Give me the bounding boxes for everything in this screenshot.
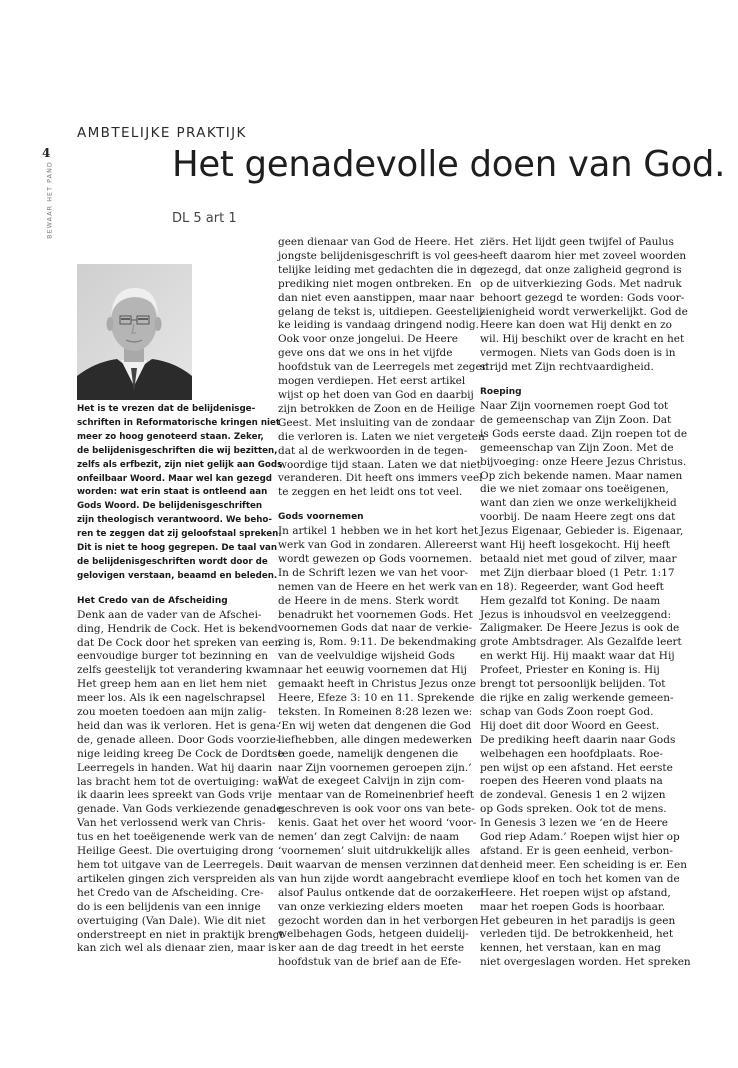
body-line: naar het eeuwig voornemen dat Hij: [278, 664, 467, 677]
body-line: geen dienaar van God de Heere. Het: [278, 236, 474, 248]
intro-line: Het is te vrezen dat de belijdenisge-: [77, 404, 256, 414]
body-line: van de veelvuldige wijsheid Gods: [278, 650, 455, 663]
body-line: In de Schrift lezen we van het voor-: [278, 566, 469, 579]
body-line: de, genade alleen. Door Gods voorzie-: [77, 733, 280, 746]
body-line: want Hij heeft losgekocht. Hij heeft: [480, 539, 670, 552]
body-line: ten goede, namelijk dengenen die: [278, 747, 459, 760]
body-line: prediking niet mogen ontbreken. En: [278, 277, 472, 290]
body-line: do is een belijdenis van een innige: [77, 900, 261, 913]
body-line: grote Ambtsdrager. Als Gezalfde leert: [480, 636, 682, 649]
body-line: overtuiging (Van Dale). Wie dit niet: [77, 914, 266, 927]
body-line: Naar Zijn voornemen roept God tot: [480, 399, 669, 412]
body-line: mogen verdiepen. Het eerst artikel: [278, 375, 466, 388]
body-line: dan niet even aanstippen, maar naar: [278, 291, 474, 304]
body-line: behoort gezegd te worden: Gods voor-: [480, 291, 685, 304]
body-line: las bracht hem tot de overtuiging: wat: [77, 775, 282, 788]
body-line: zijn betrokken de Zoon en de Heilige: [278, 402, 476, 415]
body-line: Profeet, Priester en Koning is. Hij: [480, 664, 660, 677]
body-line: Hem gezalfd tot Koning. De naam: [480, 594, 661, 607]
column-3: [480, 236, 691, 970]
body-line: In Genesis 3 lezen we ‘en de Heere: [480, 817, 669, 830]
body-line: gemeenschap van Zijn Zoon. Met de: [480, 441, 674, 454]
body-line: is Gods eerste daad. Zijn roepen tot de: [480, 427, 688, 440]
intro-line: schriften in Reformatorische kringen niet: [77, 417, 281, 428]
body-line: te zeggen en het leidt ons tot veel.: [278, 486, 463, 499]
body-line: op Gods spreken. Ook tot de mens.: [480, 803, 667, 816]
body-line: heid dan was ik verloren. Het is gena-: [77, 719, 280, 732]
body-line: zou moeten toedoen aan mijn zalig-: [77, 706, 267, 719]
body-line: veranderen. Dit heeft ons immers veel: [278, 472, 483, 485]
body-line: gezegd, dat onze zaligheid gegrond is: [480, 263, 682, 276]
body-line: wordt gewezen op Gods voornemen.: [278, 552, 472, 565]
body-line: uit waarvan de mensen verzinnen dat: [278, 858, 479, 871]
intro-line: ren te zeggen dat zij geloofstaal spreken.: [77, 529, 282, 540]
author-photo: [77, 264, 192, 400]
body-line: de Heere in de mens. Sterk wordt: [278, 594, 459, 607]
body-line: ‘voornemen’ sluit uitdrukkelijk alles: [278, 844, 470, 857]
body-line: de gemeenschap van Zijn Zoon. Dat: [480, 413, 672, 426]
body-line: In artikel 1 hebben we in het kort het: [278, 525, 479, 538]
author-portrait-image: [77, 264, 192, 400]
body-line: strijd met Zijn rechtvaardigheid.: [480, 361, 654, 374]
article-title: Het genadevolle doen van God.: [172, 144, 726, 185]
body-line: betaald niet met goud of zilver, maar: [480, 552, 677, 565]
body-line: pen wijst op een afstand. Het eerste: [480, 761, 673, 774]
body-line: wil. Hij beschikt over de kracht en het: [480, 333, 685, 346]
body-line: van onze verkiezing elders moeten: [278, 900, 464, 913]
intro-line: onfeilbaar Woord. Maar wel kan gezegd: [77, 473, 273, 484]
body-line: Denk aan de vader van de Afschei-: [77, 608, 262, 621]
body-line: ik daarin lees spreekt van Gods vrije: [77, 789, 272, 802]
body-line: de zondeval. Genesis 1 en 2 wijzen: [480, 789, 666, 802]
body-line: hem tot uitgave van de Leerregels. De: [77, 859, 282, 871]
body-line: welbehagen Gods, hetgeen duidelij-: [278, 928, 469, 941]
body-line: die we niet zomaar ons toeëigenen,: [480, 483, 669, 496]
body-line: meer los. Als ik een nagelschrapsel: [77, 692, 266, 705]
page-number: 4: [42, 146, 51, 160]
side-running-text: BEWAAR HET PAND: [46, 161, 54, 239]
body-line: die verloren is. Laten we niet vergeten: [278, 430, 485, 443]
body-line: telijke leiding met gedachten die in de: [278, 263, 483, 276]
body-line: alsof Paulus ontkende dat de oorzaken: [278, 886, 484, 899]
intro-line: meer zo hoog genoteerd staan. Zeker,: [77, 431, 264, 442]
body-line: kenis. Gaat het over het woord ‘voor-: [278, 817, 477, 830]
body-line: voornemen Gods dat naar de verkie-: [278, 622, 473, 635]
body-line: ziërs. Het lijdt geen twijfel of Paulus: [480, 236, 674, 248]
body-line: naar Zijn voornemen geroepen zijn.’: [278, 761, 472, 774]
body-line: van hun zijde wordt aangebracht even: [278, 872, 483, 885]
body-line: dat De Cock door het spreken van een: [77, 636, 282, 649]
body-line: werk van God in zondaren. Allereerst: [278, 539, 478, 552]
body-line: Leerregels in handen. Wat hij daarin: [77, 761, 273, 774]
body-line: gemaakt heeft in Christus Jezus onze: [278, 678, 476, 691]
body-line: niet overgeslagen worden. Het spreken: [480, 956, 691, 969]
body-line: zelfs geestelijk tot verandering kwam.: [77, 664, 281, 677]
body-line: roepen des Heeren vond plaats na: [480, 775, 663, 788]
body-line: ker aan de dag treedt in het eerste: [278, 942, 465, 955]
intro-text: [77, 403, 283, 584]
body-line: want dan zien we onze werkelijkheid: [480, 497, 677, 510]
body-line: Zaligmaker. De Heere Jezus is ook de: [480, 622, 680, 635]
column-1: [77, 403, 286, 956]
body-line: die rijke en zalig werkende gemeen-: [480, 692, 674, 704]
body-line: liefhebben, alle dingen medewerken: [278, 733, 472, 746]
body-line: diepe kloof en toch het komen van de: [480, 872, 680, 885]
body-line: Heere, Efeze 3: 10 en 11. Sprekende: [278, 692, 475, 704]
body-line: wijst op het doen van God en daarbij: [278, 388, 474, 401]
body-line: kan zich wel als dienaar zien, maar is: [77, 942, 277, 955]
body-line: benadrukt het voornemen Gods. Het: [278, 608, 473, 621]
body-line: welbehagen een hoofdplaats. Roe-: [480, 747, 663, 760]
body-line: afstand. Er is geen eenheid, verbon-: [480, 844, 673, 857]
body-line: vermogen. Niets van Gods doen is in: [480, 347, 676, 360]
body-line: verleden tijd. De betrokkenheid, het: [480, 928, 674, 941]
intro-line: zijn theologisch verantwoord. We beho-: [77, 515, 272, 526]
body-line: artikelen gingen zich verspreiden als: [77, 872, 275, 885]
body-line: ke leiding is vandaag dringend nodig.: [278, 319, 479, 332]
intro-line: de belijdenisgeschriften die wij bezitten,: [77, 445, 278, 456]
body-line: onderstreept en niet in praktijk brengt: [77, 928, 284, 941]
body-line: en werkt Hij. Hij maakt waar dat Hij: [480, 650, 675, 663]
body-line: gelang de tekst is, uitdiepen. Geestelij-: [278, 305, 486, 318]
body-line: ‘En wij weten dat dengenen die God: [278, 719, 472, 732]
section-label: AMBTELIJKE PRAKTIJK: [77, 125, 247, 141]
body-line: Van het verlossend werk van Chris-: [77, 817, 266, 830]
body-line: voorbij. De naam Heere zegt ons dat: [480, 511, 676, 524]
body-line: op de uitverkiezing Gods. Met nadruk: [480, 277, 682, 290]
body-line: Heere. Het roepen wijst op afstand,: [480, 886, 671, 899]
section-heading-voornemen: Gods voornemen: [278, 512, 364, 523]
body-line: nemen van de Heere en het werk van: [278, 580, 478, 593]
body-line: denheid meer. Een scheiding is er. Een: [480, 858, 687, 871]
body-line: geve ons dat we ons in het vijfde: [278, 347, 453, 360]
body-line: zing is, Rom. 9:11. De bekendmaking: [278, 636, 477, 649]
body-line: Ook voor onze jongelui. De Heere: [278, 333, 458, 346]
intro-line: gelovigen verstaan, beaamd en beleden.: [77, 570, 278, 581]
body-line: nige leiding kreeg De Cock de Dordtse: [77, 747, 284, 760]
body-line: tus en het toeëigenende werk van de: [77, 831, 274, 844]
column-2: [278, 236, 489, 970]
body-line: dat al de werkwoorden in de tegen-: [278, 444, 468, 457]
body-line: mentaar van de Romeinenbrief heeft: [278, 789, 474, 802]
body-line: schap van Gods Zoon roept God.: [480, 705, 654, 718]
body-line: zienigheid wordt verwerkelijkt. God de: [480, 305, 688, 318]
section-heading-roeping: Roeping: [480, 387, 522, 398]
body-line: Jezus Eigenaar, Gebieder is. Eigenaar,: [480, 525, 684, 538]
body-line: Jezus is inhoudsvol en veelzeggend:: [480, 608, 672, 621]
body-line: gezocht worden dan in het verborgen: [278, 914, 479, 927]
body-line: genade. Van Gods verkiezende genade.: [77, 803, 286, 816]
body-line: De prediking heeft daarin naar Gods: [480, 733, 676, 746]
body-line: Heere kan doen wat Hij denkt en zo: [480, 319, 672, 332]
body-line: eenvoudige burger tot bezinning en: [77, 650, 268, 663]
body-line: ding, Hendrik de Cock. Het is bekend: [77, 622, 278, 635]
intro-line: Dit is niet te hoog gegrepen. De taal van: [77, 543, 278, 554]
body-line: het Credo van de Afscheiding. Cre-: [77, 886, 264, 899]
body-line: geschreven is ook voor ons van bete-: [278, 803, 475, 816]
body-line: hoofdstuk van de brief aan de Efe-: [278, 956, 462, 969]
body-line: kennen, het verstaan, kan en mag: [480, 942, 661, 955]
body-line: met Zijn dierbaar bloed (1 Petr. 1:17: [480, 566, 675, 579]
intro-line: de belijdenisgeschriften wordt door de: [77, 556, 268, 567]
intro-line: zelfs als erfbezit, zijn niet gelijk aan Gods: [77, 459, 283, 470]
body-line: Heilige Geest. Die overtuiging drong: [77, 845, 274, 858]
body-line: Hij doet dit door Woord en Geest.: [480, 719, 660, 732]
body-line: brengt tot persoonlijk belijden. Tot: [480, 678, 666, 691]
article-subtitle: DL 5 art 1: [172, 211, 237, 226]
body-line: nemen’ dan zegt Calvijn: de naam: [278, 831, 460, 844]
body-line: woordige tijd staan. Laten we dat niet: [278, 458, 481, 471]
body-line: Het gebeuren in het paradijs is geen: [480, 914, 676, 927]
body-line: jongste belijdenisgeschrift is vol gees-: [278, 249, 482, 262]
body-line: bijvoeging: onze Heere Jezus Christus.: [480, 455, 687, 468]
body-line: maar het roepen Gods is hoorbaar.: [480, 900, 666, 913]
intro-line: Gods Woord. De belijdenisgeschriften: [77, 501, 263, 512]
body-line: en 18). Regeerder, want God heeft: [480, 580, 664, 593]
section-heading-credo: Het Credo van de Afscheiding: [77, 595, 228, 606]
body-line: teksten. In Romeinen 8:28 lezen we:: [278, 705, 473, 718]
intro-line: worden: wat erin staat is ontleend aan: [77, 487, 268, 498]
body-line: Geest. Met insluiting van de zondaar: [278, 416, 475, 429]
body-line: Op zich bekende namen. Maar namen: [480, 469, 683, 482]
body-line: Het greep hem aan en liet hem niet: [77, 678, 267, 691]
body-line: hoofdstuk van de Leerregels met zegen: [278, 361, 489, 374]
body-line: Wat de exegeet Calvijn in zijn com-: [278, 775, 465, 788]
body-line: heeft daarom hier met zoveel woorden: [480, 249, 687, 262]
body-line: God riep Adam.’ Roepen wijst hier op: [480, 831, 680, 844]
